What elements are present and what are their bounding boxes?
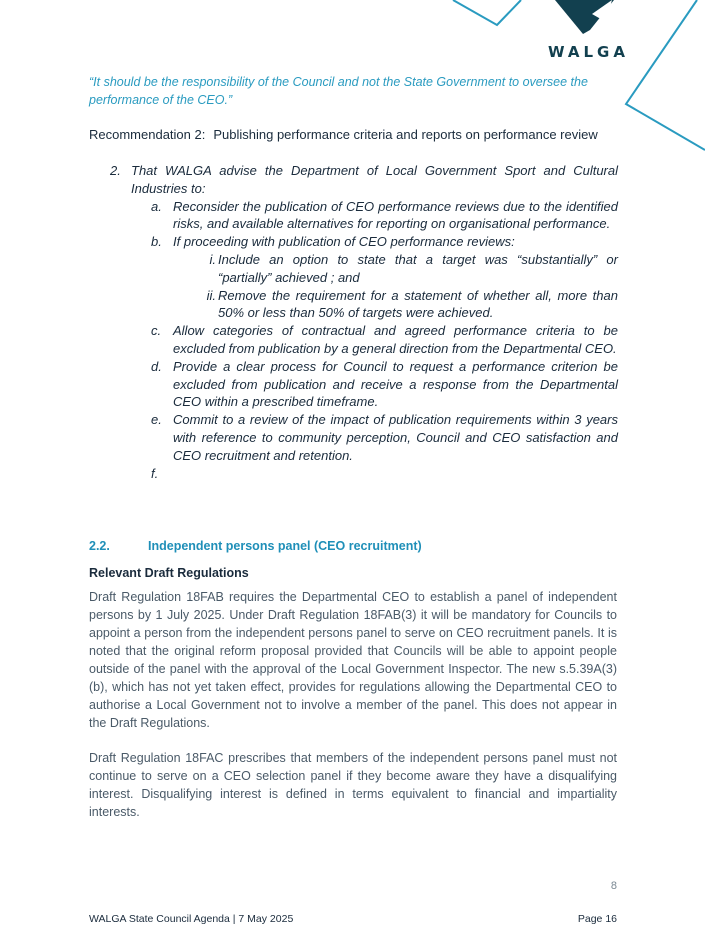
sub-item-c — [151, 322, 618, 358]
roman-text: Include an option to state that a target was “substantially” or “partially” achieved ; and — [218, 251, 618, 285]
sub-item-text: Provide a clear process for Council to request a performance criterion be excluded from publication and receive a response from the Departmental CEO within a prescribed timeframe. — [173, 358, 618, 410]
sub-item-text: Allow categories of contractual and agreed performance criteria to be excluded from publication by a general direction from the Departmental CEO. — [173, 323, 618, 356]
recommendation-heading — [89, 126, 629, 144]
sub-item-d — [151, 358, 618, 411]
sub-item-number: a. — [151, 198, 162, 214]
sub-item-number: f. — [151, 465, 159, 481]
sub-item-b-ii — [194, 287, 618, 323]
paragraph: Draft Regulation 18FAB requires the Departmental CEO to establish a panel of independent persons by 1 July 2025. Under Draft Regulation 18FAB(3) it will be mandatory for Councils to appoint a person from the independent persons panel to serve on CEO recruitment panels. It is noted that the original reform proposal provided that Councils will be able to appoint people outside of the panel with the approval of the Local Government Inspector. The new s.5.39A(3)(b), which has not yet taken effect, provides for regulations allowing the Departmental CEO to authorise a Local Government not to involve a member of the panel. This does not appear in the Draft Regulations. — [89, 590, 617, 730]
sub-item-text: If proceeding with publication of CEO performance reviews: — [173, 234, 515, 250]
section-title: Independent persons panel (CEO recruitment) — [148, 539, 422, 553]
section-heading — [89, 539, 422, 553]
page-number: 8 — [610, 880, 617, 892]
recommendation-label: Recommendation 2: — [89, 127, 206, 142]
roman-number: ii. — [206, 287, 216, 303]
item-text: That WALGA advise the Department of Local Government Sport and Cultural Industries to: — [131, 163, 618, 196]
decorative-line-top — [453, 0, 521, 25]
subsection-heading: Relevant Draft Regulations — [89, 566, 249, 580]
sub-item-text: Commit to a review of the impact of publication requirements within 3 years with reference to community perception, Council and CEO satisfaction and CEO recruitment and retention. — [173, 412, 618, 463]
sub-item-number: c. — [151, 323, 162, 339]
recommendation-title: Publishing performance criteria and reports on performance review — [213, 127, 598, 142]
walga-logo-text: WALGA — [548, 43, 629, 61]
sub-item-text — [173, 465, 618, 483]
sub-item-a — [151, 198, 618, 234]
item-number: 2. — [110, 163, 121, 178]
footer-right: Page 16 — [577, 913, 617, 925]
quote: “It should be the responsibility of the Council and not the State Government to oversee the performance of the CEO.” — [89, 75, 588, 107]
recommendation-list — [110, 162, 618, 482]
walga-logo-mark — [555, 0, 614, 34]
roman-number: i. — [209, 251, 216, 267]
decorative-line-right — [626, 0, 705, 150]
sub-item-number: e. — [151, 412, 162, 428]
sub-item-number: d. — [151, 358, 162, 374]
sub-item-number: b. — [151, 234, 162, 250]
recommendation-item — [110, 162, 618, 198]
roman-text: Remove the requirement for a statement of whether all, more than 50% or less than 50% of targets were achieved. — [218, 287, 618, 321]
sub-item-b — [151, 233, 618, 251]
section-number: 2.2. — [89, 539, 110, 553]
footer-left: WALGA State Council Agenda | 7 May 2025 — [89, 913, 294, 925]
sub-item-f — [151, 465, 618, 483]
sub-item-e — [151, 411, 618, 464]
sub-item-b-i — [194, 251, 618, 287]
paragraph: Draft Regulation 18FAC prescribes that members of the independent persons panel must not continue to serve on a CEO selection panel if they become aware they have a disqualifying interest. Disqualifying interest is defined in terms equivalent to financial and impartiality interests. — [89, 751, 617, 819]
sub-item-text: Reconsider the publication of CEO performance reviews due to the identified risks, and available alternatives for reporting on organisational performance. — [173, 198, 618, 232]
